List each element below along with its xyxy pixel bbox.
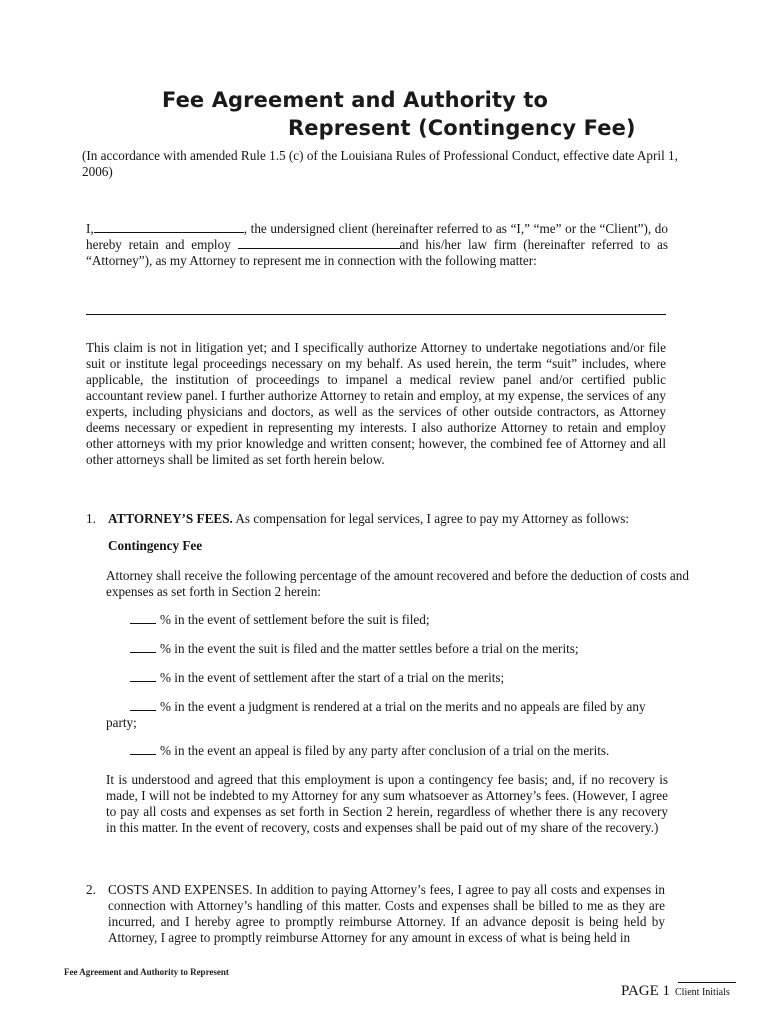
document-title-line2: Represent (Contingency Fee) (288, 116, 636, 140)
fee-option-3-text: % in the event of settlement after the start of a trial on the merits; (160, 670, 505, 685)
fee-option-5-text: % in the event an appeal is filed by any party after conclusion of a trial on the merits. (160, 743, 610, 758)
section2-number: 2. (86, 882, 96, 897)
contingency-fee-heading: Contingency Fee (108, 538, 203, 553)
section1-heading: ATTORNEY’S FEES. (108, 511, 233, 526)
footer-document-name: Fee Agreement and Authority to Represent (64, 967, 229, 977)
fee-option-3 (130, 670, 504, 686)
client-name-blank[interactable] (94, 221, 244, 233)
percent-blank-2[interactable] (130, 641, 156, 653)
fee-option-1 (130, 612, 430, 628)
client-initials-label: Client Initials (675, 987, 730, 998)
attorney-name-blank[interactable] (238, 237, 400, 249)
intro-after-attorney: and his/her law firm (hereinafter referred to as “Attorney”), as my Attorney to represent me in connection with the following matter: (86, 237, 669, 268)
section1-body: As compensation for legal services, I agree to pay my Attorney as follows: (232, 511, 630, 526)
intro-after-client: , the undersigned client (hereinafter referred to as “I,” “me” or the “Client”), do hereby retain and employ (86, 221, 668, 252)
intro-start: I, (86, 221, 94, 236)
client-initials-line[interactable] (678, 982, 736, 983)
matter-description-line[interactable] (86, 314, 666, 315)
percent-blank-3[interactable] (130, 670, 156, 682)
document-title-line1: Fee Agreement and Authority to (162, 88, 548, 112)
section2-text: COSTS AND EXPENSES. In addition to paying Attorney’s fees, I agree to pay all costs and expenses in connection with Attorney’s handling of this matter. Costs and expenses shall be billed to me as they are incurred, and I hereby agree to promptly reimburse Attorney. If an advance deposit is being held by Attorney, I agree to promptly reimburse Attorney for any amount in excess of what is being held in (108, 882, 665, 945)
page-number: PAGE 1 (621, 983, 671, 999)
fee-option-5 (130, 743, 609, 759)
intro-paragraph (86, 221, 668, 269)
claim-paragraph: This claim is not in litigation yet; and I specifically authorize Attorney to undertake negotiations and/or file suit or institute legal proceedings necessary on my behalf. As used herein, the term “suit” includes, where applicable, the institution of proceedings to impanel a medical review panel and/or certified public accountant review panel. I further authorize Attorney to retain and employ, at my expense, the services of any experts, including physicians and doctors, as well as the services of other outside contractors, as Attorney deems necessary or expedient in representing my interests. I also authorize Attorney to retain and employ other attorneys with my prior knowledge and written consent; however, the combined fee of Attorney and all other attorneys shall be limited as set forth herein below. (86, 340, 666, 467)
fee-option-2 (130, 641, 579, 657)
section1-number: 1. (86, 511, 96, 526)
section1-text (108, 511, 668, 527)
percent-blank-4[interactable] (130, 699, 156, 711)
fee-option-2-text: % in the event the suit is filed and the matter settles before a trial on the merits; (160, 641, 579, 656)
rule-note: (In accordance with amended Rule 1.5 (c) of the Louisiana Rules of Professional Conduct, effective date April 1, 2006) (82, 148, 678, 179)
contingency-understanding-paragraph: It is understood and agreed that this employment is upon a contingency fee basis; and, if no recovery is made, I will not be indebted to my Attorney for any sum whatsoever as Attorney’s fees. (However, I agree to pay all costs and expenses as set forth in Section 2 herein, regardless of whether there is any recovery in this matter. In the event of recovery, costs and expenses shall be paid out of my share of the recovery.) (106, 772, 668, 835)
fee-option-4 (106, 699, 666, 731)
fee-option-4-text: % in the event a judgment is rendered at a trial on the merits and no appeals are filed by any party; (106, 699, 646, 730)
percent-blank-1[interactable] (130, 612, 156, 624)
fee-option-1-text: % in the event of settlement before the suit is filed; (160, 612, 430, 627)
contingency-fee-intro: Attorney shall receive the following percentage of the amount recovered and before the deduction of costs and expenses as set forth in Section 2 herein: (106, 568, 689, 599)
percent-blank-5[interactable] (130, 743, 156, 755)
